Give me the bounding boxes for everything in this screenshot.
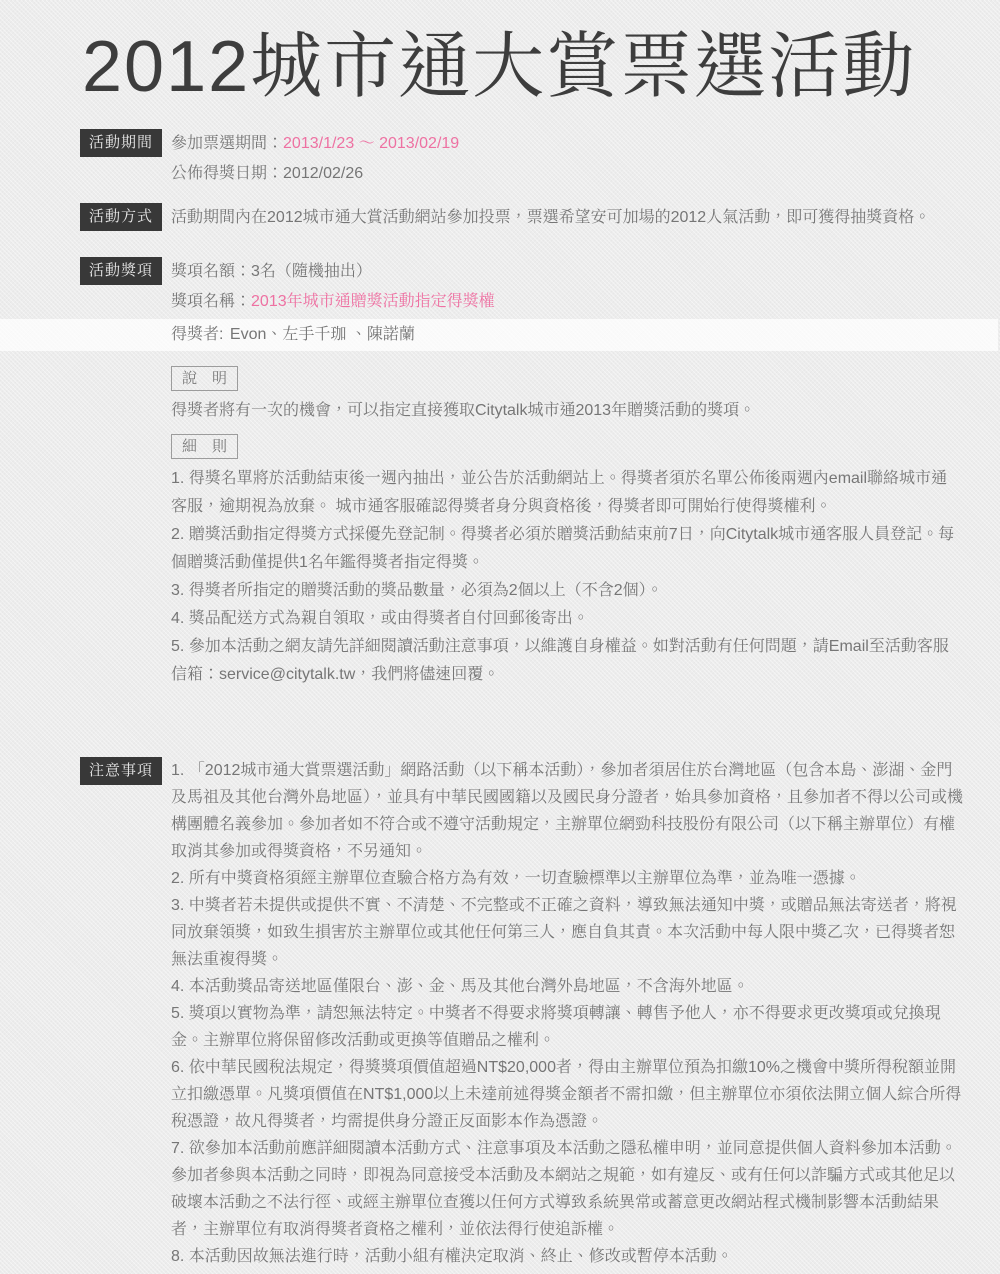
notice-item: 5. 獎項以實物為準，請恕無法特定。中獎者不得要求將獎項轉讓、轉售予他人，亦不得要求更改獎項或兌換現金。主辦單位將保留修改活動或更換等值贈品之權利。 <box>171 1004 941 1049</box>
notice-item: 8. 本活動因故無法進行時，活動小組有權決定取消、終止、修改或暫停本活動。 <box>171 1247 733 1265</box>
section-notice <box>0 757 1000 1270</box>
notice-item: 1. 「2012城市通大賞票選活動」網路活動（以下稱本活動），參加者須居住於台灣地區（包含本島、澎湖、金門及馬祖及其他台灣外島地區），並具有中華民國國籍以及國民身分證者，始具參加資格，且參加者不得以公司或機構團體名義參加。參加者如不符合或不遵守活動規定，主辦單位網勁科技股份有限公司（以下稱主辦單位）有權取消其參加或得獎資格，不另通知。 <box>171 761 964 860</box>
vote-period-line <box>171 129 963 159</box>
period-content <box>171 129 963 189</box>
winner-line <box>171 321 998 349</box>
rule-item: 2. 贈獎活動指定得獎方式採優先登記制。得獎者必須於贈獎活動結束前7日，向Citytalk城市通客服人員登記。每個贈獎活動僅提供1名年鑑得獎者指定得獎。 <box>171 525 955 571</box>
notice-list <box>171 757 963 1270</box>
announce-date-label: 公佈得獎日期： <box>171 164 284 182</box>
section-label-method: 活動方式 <box>80 203 162 231</box>
winner-names: Evon、左手千珈 、陳諾蘭 <box>229 325 415 343</box>
rule-item: 4. 獎品配送方式為親自領取，或由得獎者自付回郵後寄出。 <box>171 609 589 627</box>
notice-item: 6. 依中華民國稅法規定，得獎獎項價值超過NT$20,000者，得由主辦單位預為扣繳10%之機會中獎所得稅額並開立扣繳憑單。凡獎項價值在NT$1,000以上未達前述得獎金額者不需扣繳，但主辦單位亦須依法開立個人綜合所得稅憑證，故凡得獎者，均需提供身分證正反面影本作為憑證。 <box>171 1058 962 1130</box>
winner-highlight-band <box>0 319 998 351</box>
method-text: 活動期間內在2012城市通大賞活動網站參加投票，票選希望安可加場的2012人氣活動，即可獲得抽獎資格。 <box>171 208 931 226</box>
section-label-period: 活動期間 <box>80 129 162 157</box>
page-title: 2012城市通大賞票選活動 <box>82 27 917 107</box>
prize-name-value: 2013年城市通贈獎活動指定得獎權 <box>251 292 495 310</box>
rule-item: 5. 參加本活動之網友請先詳細閱讀活動注意事項，以維護自身權益。如對活動有任何問題，請Email至活動客服信箱：service@citytalk.tw，我們將儘速回覆。 <box>171 637 949 683</box>
vote-period-value: 2013/1/23 ～ 2013/02/19 <box>283 134 460 152</box>
method-content <box>171 203 963 233</box>
prize-quota-label: 獎項名額： <box>171 262 252 280</box>
notice-item: 2. 所有中獎資格須經主辦單位查驗合格方為有效，一切查驗標準以主辦單位為準，並為唯一憑據。 <box>171 869 861 887</box>
section-period <box>0 129 1000 189</box>
rules-list <box>171 465 963 689</box>
announce-date-value: 2012/02/26 <box>283 164 364 182</box>
notice-item: 3. 中獎者若未提供或提供不實、不清楚、不完整或不正確之資料，導致無法通知中獎，或贈品無法寄送者，將視同放棄領獎，如致生損害於主辦單位或其他任何第三人，應自負其責。本次活動中每人限中獎乙次，已得獎者恕無法重複得獎。 <box>171 896 957 968</box>
note-text: 得獎者將有一次的機會，可以指定直接獲取Citytalk城市通2013年贈獎活動的獎項。 <box>171 401 756 419</box>
section-label-notice: 注意事項 <box>80 757 162 785</box>
rules-box-title: 細 則 <box>171 434 238 459</box>
prize-content <box>171 257 963 689</box>
rule-item: 3. 得獎者所指定的贈獎活動的獎品數量，必須為2個以上（不含2個）。 <box>171 581 663 599</box>
section-prize <box>0 257 1000 689</box>
section-method <box>0 203 1000 233</box>
prize-quota-line <box>171 257 963 287</box>
rule-item: 1. 得獎名單將於活動結束後一週內抽出，並公告於活動網站上。得獎者須於名單公佈後兩週內email聯絡城市通客服，逾期視為放棄。 城市通客服確認得獎者身分與資格後，得獎者即可開始行使得獎權利。 <box>171 469 948 515</box>
announce-date-line <box>171 159 963 189</box>
vote-period-label: 參加票選期間： <box>171 134 284 152</box>
prize-name-label: 獎項名稱： <box>171 292 252 310</box>
section-label-prize: 活動獎項 <box>80 257 162 285</box>
notice-item: 7. 欲參加本活動前應詳細閱讀本活動方式、注意事項及本活動之隱私權申明，並同意提供個人資料參加本活動。參加者參與本活動之同時，即視為同意接受本活動及本網站之規範，如有違反、或有任何以詐騙方式或其他足以破壞本活動之不法行徑、或經主辦單位查獲以任何方式導致系統異常或蓄意更改網站程式機制影響本活動結果者，主辦單位有取消得獎者資格之權利，並依法得行使追訴權。 <box>171 1139 957 1238</box>
event-page <box>0 26 1000 1274</box>
prize-name-line <box>171 287 963 317</box>
note-box-title: 說 明 <box>171 366 238 391</box>
notice-item: 4. 本活動獎品寄送地區僅限台、澎、金、馬及其他台灣外島地區，不含海外地區。 <box>171 977 749 995</box>
prize-quota-value: 3名（隨機抽出） <box>251 262 372 280</box>
winner-label: 得獎者: <box>171 325 224 343</box>
